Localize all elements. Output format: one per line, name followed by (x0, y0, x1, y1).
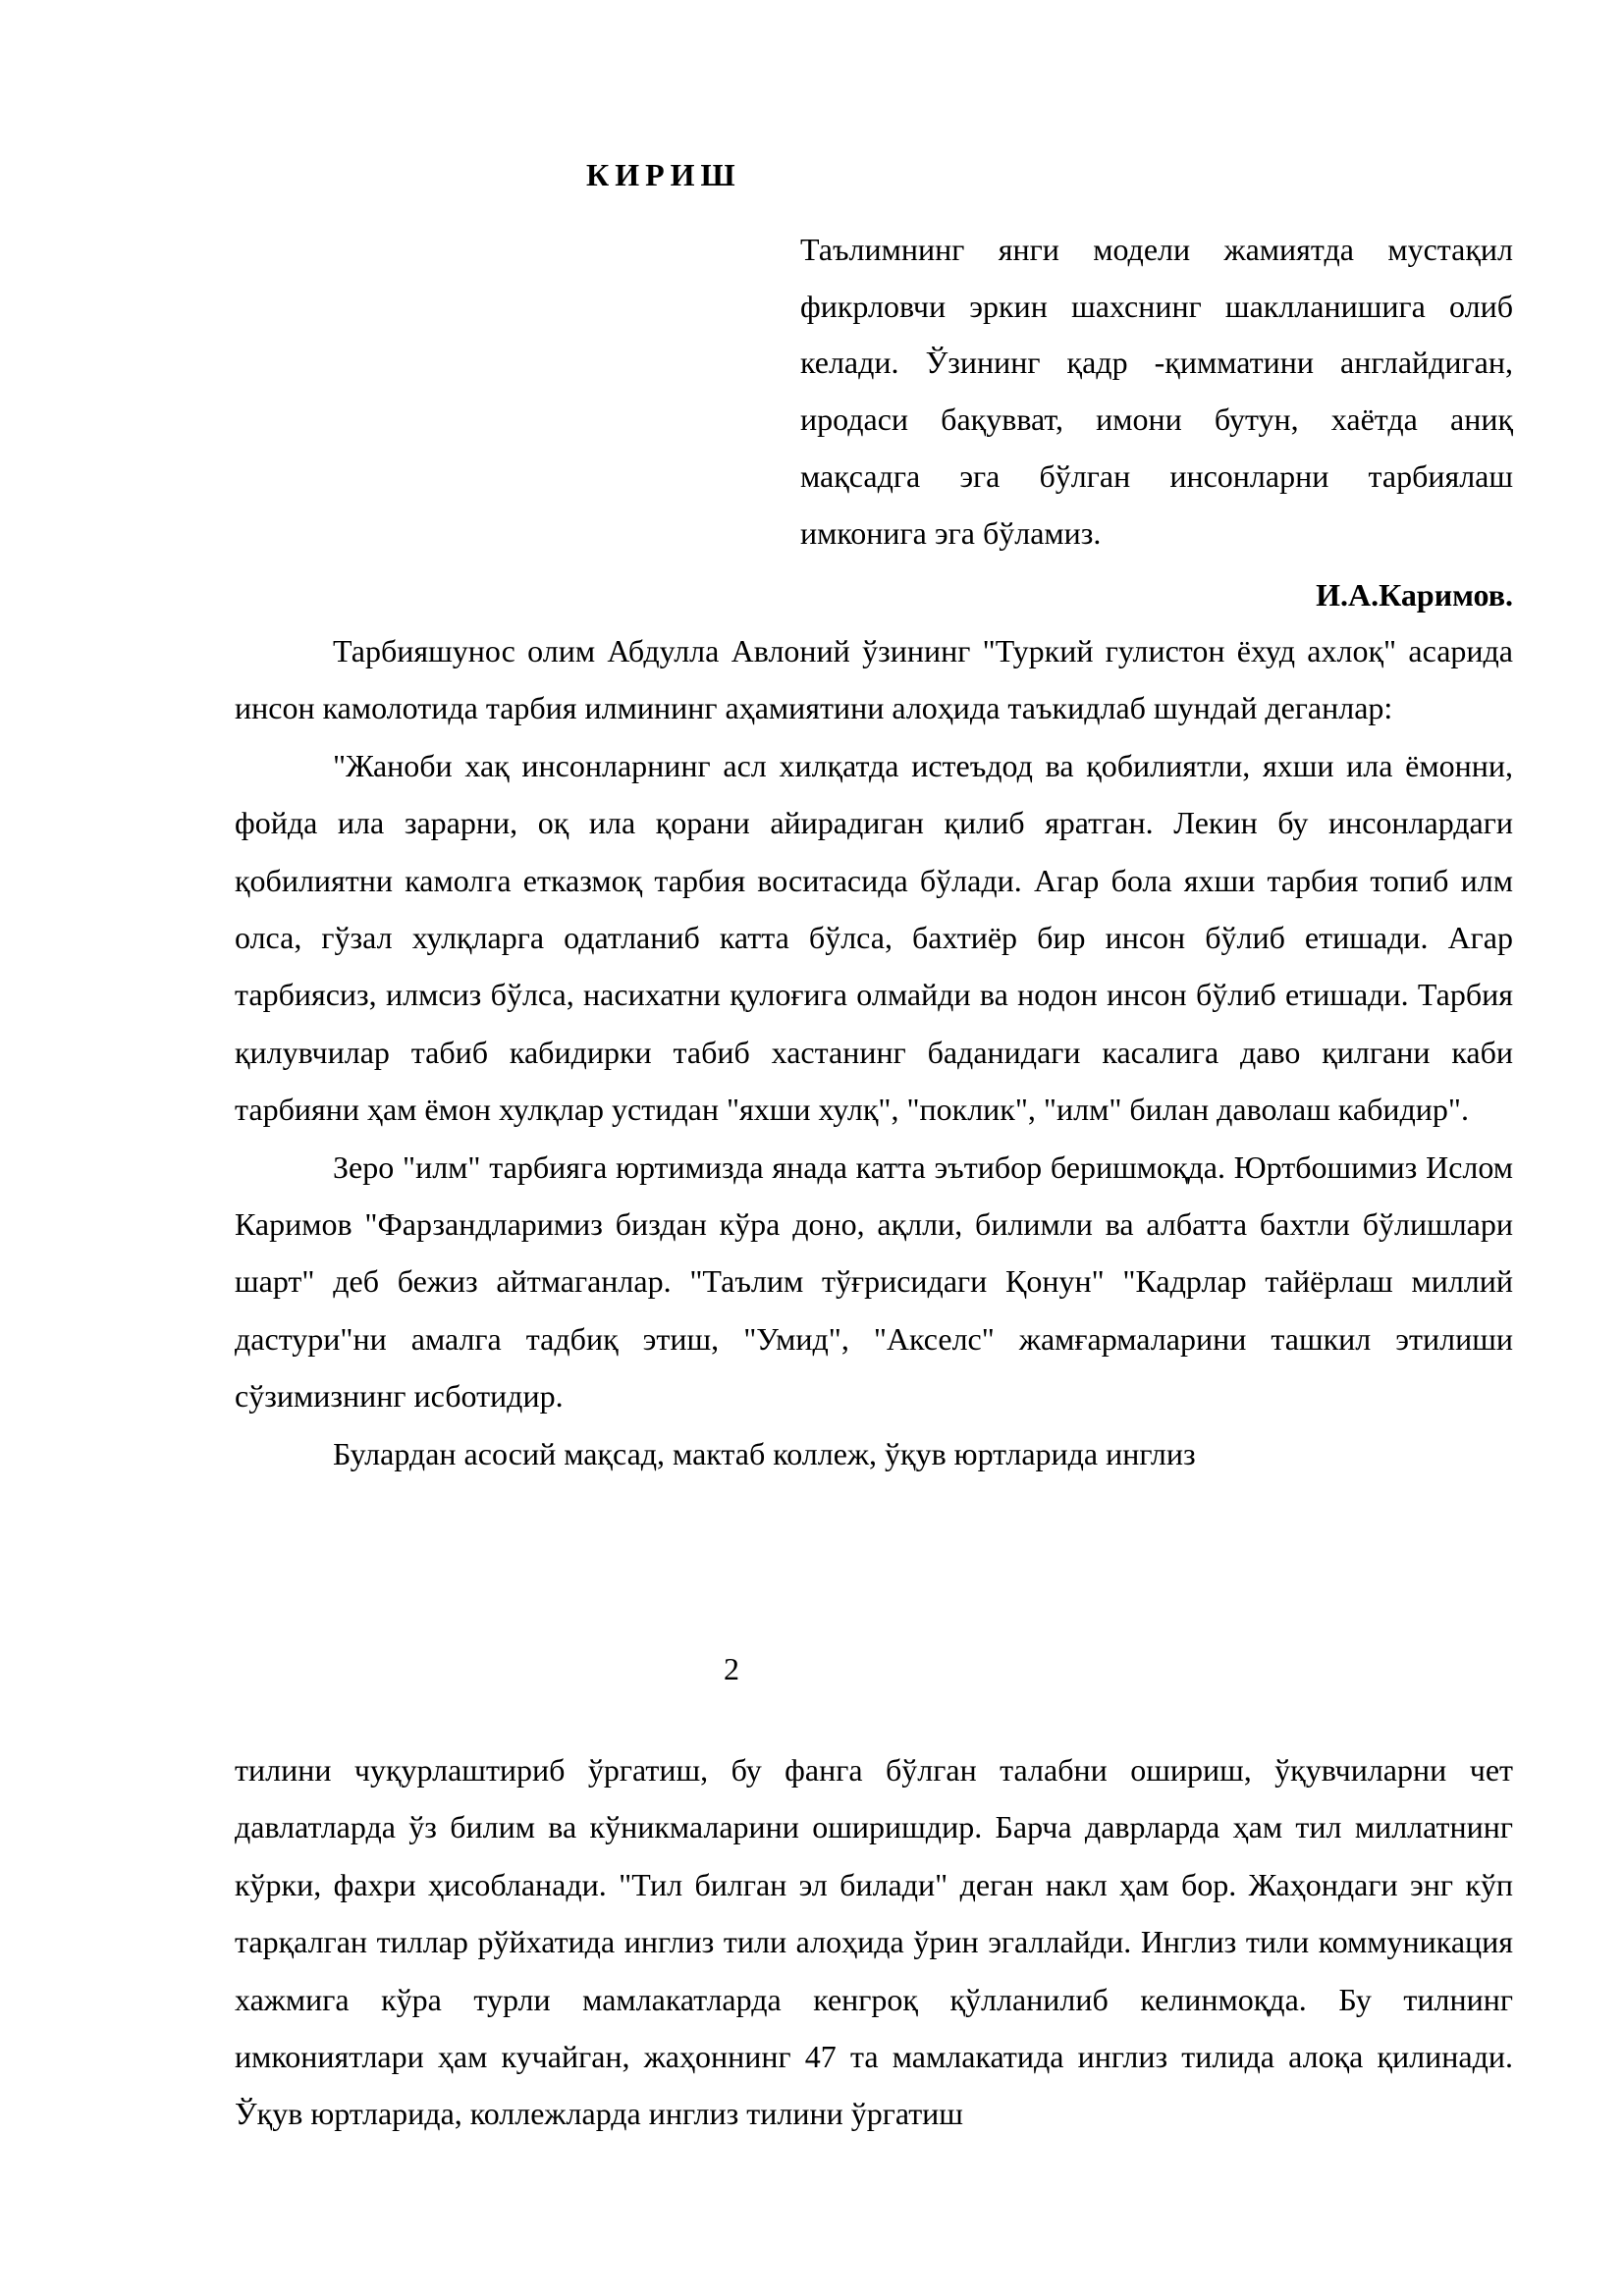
paragraph: Зеро "илм" тарбияга юртимизда янада катта эътибор беришмоқда. Юртбошимиз Ислом Каримов "Фарзандларимиз биздан кўра доно, ақлли, билимли ва албатта бахтли бўлишлари шарт" деб бежиз айтмаганлар. "Таълим тўғрисидаги Қонун" "Кадрлар тайёрлаш миллий дастури"ни амалга тадбиқ этиш, "Умид", "Акселс" жамғармаларини ташкил этилиши сўзимизнинг исботидир. (235, 1148, 1513, 1415)
paragraph: тилини чуқурлаштириб ўргатиш, бу фанга бўлган талабни ошириш, ўқувчиларни чет давлатларда ўз билим ва кўникмаларини оширишдир. Барча даврларда ҳам тил миллатнинг кўрки, фахри ҳисобланади. "Тил билган эл билади" деган накл ҳам бор. Жаҳондаги энг кўп тарқалган тиллар рўйхатида инглиз тили алоҳида ўрин эгаллайди. Инглиз тили коммуникация хажмига кўра турли мамлакатларда кенгроқ қўлланилиб келинмоқда. Бу тилнинг имкониятлари ҳам кучайган, жаҳоннинг 47 та мамлакатида инглиз тилида алоқа қилинади. Ўқув юртларида, коллежларда инглиз тилини ўргатиш (235, 1752, 1513, 2132)
page-number: 2 (724, 1651, 739, 1686)
body-text-page-2 (235, 1741, 1513, 2143)
epigraph-quote: Таълимнинг янги модели жамиятда мустақил фикрловчи эркин шахснинг шаклланишига олиб келади. Ўзининг қадр -қимматини англайдиган, иродаси бақувват, имони бутун, хаётда аниқ мақсадга эга бўлган инсонларни тарбиялаш имконига эга бўламиз. (800, 232, 1513, 551)
epigraph-author: И.А.Каримов. (1316, 577, 1513, 613)
paragraph: Булардан асосий мақсад, мактаб коллеж, ўқув юртларида инглиз (333, 1435, 1196, 1471)
paragraph: "Жаноби хақ инсонларнинг асл хилқатда истеъдод ва қобилиятли, яхши ила ёмонни, фойда ила зарарни, оқ ила қорани айирадиган қилиб яратган. Лекин бу инсонлардаги қобилиятни камолга етказмоқ тарбия воситасида бўлади. Агар бола яхши тарбия топиб илм олса, гўзал хулқларга одатланиб катта бўлса, бахтиёр бир инсон бўлиб етишади. Агар тарбиясиз, илмсиз бўлса, насихатни қулоғига олмайди ва нодон инсон бўлиб етишади. Тарбия қилувчилар табиб кабидирки табиб хастанинг баданидаги касалига даво қилгани каби тарбияни ҳам ёмон хулқлар устидан "яхши хулқ", "поклик", "илм" билан даволаш кабидир". (235, 747, 1513, 1128)
paragraph: Тарбияшунос олим Абдулла Авлоний ўзининг "Туркий гулистон ёхуд ахлоқ" асарида инсон камолотида тарбия илмининг аҳамиятини алоҳида таъкидлаб шундай деганлар: (235, 633, 1513, 726)
section-heading: КИРИШ (586, 157, 741, 192)
body-text-page-1 (235, 622, 1513, 1482)
